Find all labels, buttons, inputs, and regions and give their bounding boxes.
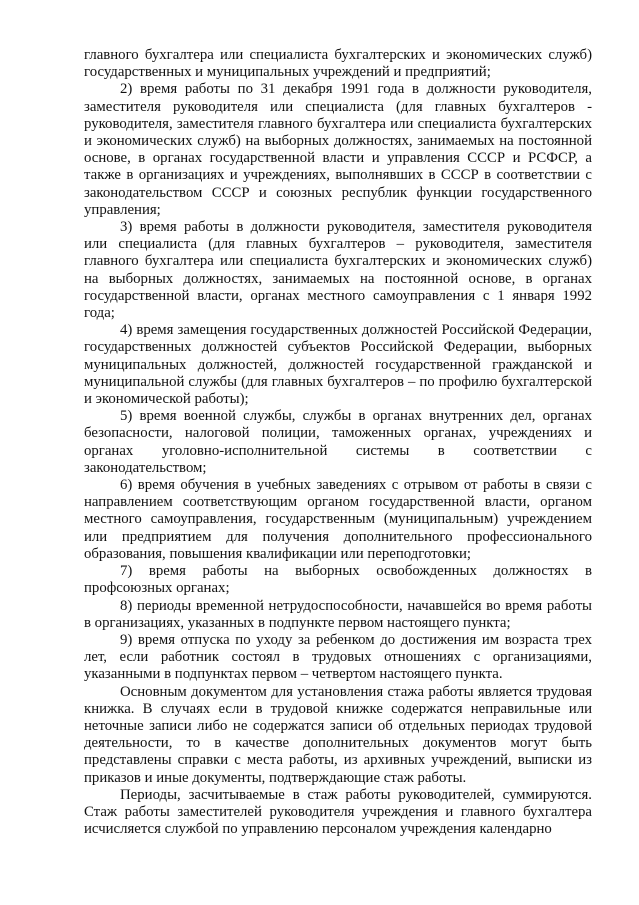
document-page	[84, 47, 592, 838]
paragraph-item-8: 8) периоды временной нетрудоспособности, начавшейся во время работы в организациях, указанных в подпункте первом настоящего пункта;	[84, 597, 592, 631]
paragraph-item-2: 2) время работы по 31 декабря 1991 года в должности руководителя, заместителя руководителя или специалиста (для главных бухгалтеров - руководителя, заместителя главного бухгалтера или специалиста бухгалтерских и экономических служб) на выборных должностях, занимаемых на постоянной основе, в органах государственной власти и управления СССР и РСФСР, а также в организациях и учреждениях, выполнявших в СССР в соответствии с законодательством СССР и союзных республик функции государственного управления;	[84, 81, 592, 218]
paragraph-1-continuation: главного бухгалтера или специалиста бухгалтерских и экономических служб) государственных и муниципальных учреждений и предприятий;	[84, 47, 592, 81]
paragraph-item-9: 9) время отпуска по уходу за ребенком до достижения им возраста трех лет, если работник состоял в трудовых отношениях с организациями, указанными в подпунктах первом – четвертом настоящего пункта.	[84, 631, 592, 683]
paragraph-item-4: 4) время замещения государственных должностей Российской Федерации, государственных должностей субъектов Российской Федерации, выборных муниципальных должностей, должностей государственной гражданской и муниципальной службы (для главных бухгалтеров – по профилю бухгалтерской и экономической работы);	[84, 322, 592, 408]
paragraph-item-7: 7) время работы на выборных освобожденных должностях в профсоюзных органах;	[84, 563, 592, 597]
paragraph-item-6: 6) время обучения в учебных заведениях с отрывом от работы в связи с направлением соответствующим органом государственной власти, органом местного самоуправления, государственным (муниципальным) учреждением или предприятием для получения дополнительного профессионального образования, повышения квалификации или переподготовки;	[84, 477, 592, 562]
paragraph-periods-summation: Периоды, засчитываемые в стаж работы руководителей, суммируются. Стаж работы заместителей руководителя учреждения и главного бухгалтера исчисляется службой по управлению персоналом учреждения календарно	[84, 786, 592, 838]
paragraph-work-book: Основным документом для установления стажа работы является трудовая книжка. В случаях если в трудовой книжке содержатся неправильные или неточные записи либо не содержатся записи об отдельных периодах трудовой деятельности, то в качестве дополнительных документов могут быть представлены справки с места работы, из архивных учреждений, выписки из приказов и иные документы, подтверждающие стаж работы.	[84, 683, 592, 786]
paragraph-item-5: 5) время военной службы, службы в органах внутренних дел, органах безопасности, налоговой полиции, таможенных органах, учреждениях и органах уголовно-исполнительной системы в соответствии с законодательством;	[84, 408, 592, 476]
paragraph-item-3: 3) время работы в должности руководителя, заместителя руководителя или специалиста (для главных бухгалтеров – руководителя, заместителя главного бухгалтера или специалиста бухгалтерских и экономических служб) на выборных должностях, занимаемых на постоянной основе, в органах государственной власти, органах местного самоуправления с 1 января 1992 года;	[84, 219, 592, 322]
